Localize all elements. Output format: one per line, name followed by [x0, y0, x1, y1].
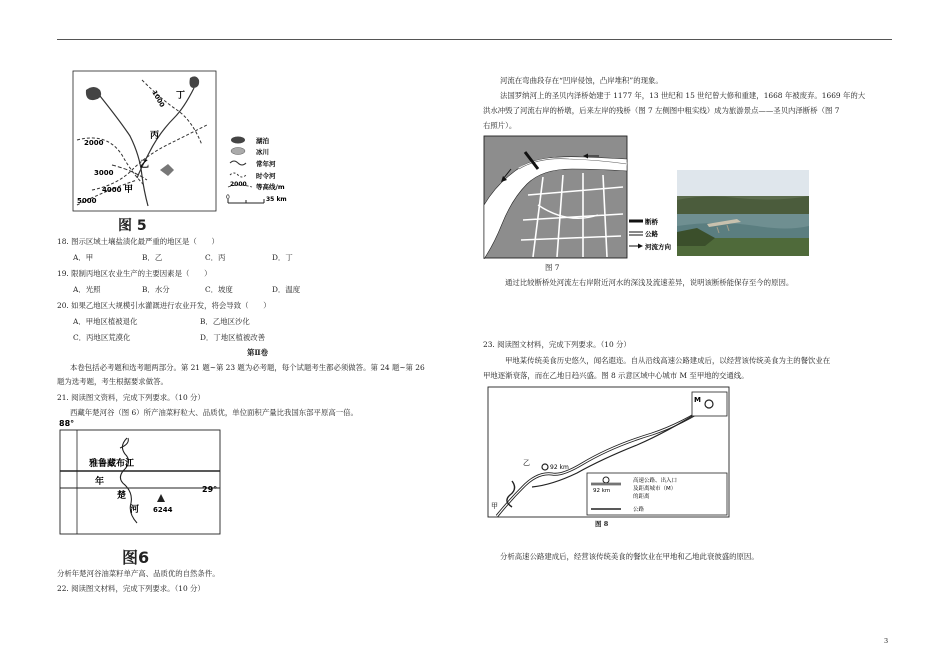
section-intro-line1: 本卷包括必考题和选考题两部分。第 21 题~第 23 题为必考题，每个试题考生都必须做答。第 24 题~第 26 — [70, 363, 425, 372]
legend-label: 冰川 — [256, 148, 269, 156]
figure-8-caption: 图 8 — [595, 520, 609, 528]
figure-5 — [72, 70, 217, 212]
section-intro-line2: 题为选考题，考生根据要求做答。 — [57, 377, 168, 386]
scale-dist: 35 km — [266, 196, 287, 203]
contour-label: 5000 — [77, 197, 97, 205]
q20-option-b: B．乙地区沙化 — [200, 317, 250, 326]
figure-7-caption: 图 7 — [545, 263, 560, 272]
q18-option-a: A．甲 — [73, 253, 94, 262]
figure-7-map — [483, 135, 628, 259]
interchange-icon — [705, 400, 713, 408]
q22-stem: 22. 阅读图文材料，完成下列要求。（10 分） — [57, 584, 205, 593]
q23-text-line2: 甲地逐渐衰落，而在乙地日趋兴盛。图 8 示意区域中心城市 M 至甲地的交通线。 — [483, 371, 749, 380]
q19-option-d: D．温度 — [272, 285, 301, 294]
legend-label: 常年河 — [256, 160, 276, 168]
place-yi: 乙 — [523, 459, 530, 467]
scale-zero: 0 — [226, 194, 230, 201]
legend-label: 高速公路、出入口 — [633, 478, 678, 484]
place-ding: 丁 — [176, 91, 186, 101]
q20-option-d: D．丁地区植被改善 — [200, 333, 266, 342]
river-nianchu-label-3: 河 — [130, 505, 140, 515]
legend-label: 的距离 — [633, 494, 650, 500]
q22-text-line2: 法国罗纳河上的圣贝内泽桥始建于 1177 年，13 世纪和 15 世纪曾大修和重建，1668 年被废弃。1669 年的大 — [500, 91, 866, 100]
q22-text-line3: 洪水冲毁了河流右岸的桥墩，后来左岸的残桥（图 7 左侧图中粗实线）成为旅游景点——圣贝内泽断桥（图 7 — [483, 106, 840, 115]
river-yarlung-label: 雅鲁藏布江 — [89, 459, 135, 469]
contour-label: 4000 — [102, 186, 122, 194]
q22-text-line4: 右照片）。 — [483, 121, 517, 130]
legend-label: 公路 — [645, 230, 658, 238]
q20-option-a: A．甲地区植被退化 — [73, 317, 138, 326]
contour-label: 2000 — [84, 139, 104, 147]
place-jia: 甲 — [491, 502, 498, 510]
q19-option-b: B．水分 — [142, 285, 170, 294]
place-bing: 丙 — [150, 131, 160, 141]
lake-icon — [231, 137, 245, 144]
place-m: M — [694, 396, 701, 404]
q19-option-a: A．光照 — [73, 285, 101, 294]
legend-label: 时令河 — [256, 172, 276, 180]
seasonal-river-icon — [230, 173, 246, 177]
figure-5-legend — [226, 133, 306, 213]
q20-stem: 20. 如果乙地区大规模引水灌溉进行农业开发，将会导致（ ） — [57, 301, 271, 310]
legend-label: 及距离城市（M） — [633, 486, 677, 492]
q23-stem: 23. 阅读图文材料，完成下列要求。（10 分） — [483, 340, 631, 349]
glacier-icon — [231, 148, 245, 155]
header-rule — [57, 39, 892, 40]
place-jia: 甲 — [124, 185, 134, 195]
latitude-label: 29° — [202, 485, 218, 494]
q21-text: 西藏年楚河谷（图 6）所产油菜籽粒大、品质优，单位面积产量比我国东部平原高一倍。 — [70, 408, 358, 417]
q21-stem: 21. 阅读图文资料，完成下列要求。（10 分） — [57, 393, 205, 402]
section-title: 第Ⅱ卷 — [247, 348, 269, 357]
q21-ask: 分析年楚河谷油菜籽单产高、品质优的自然条件。 — [57, 569, 220, 578]
legend-label: 公路 — [633, 507, 645, 513]
bridge-photo — [677, 170, 809, 256]
legend-label: 湖泊 — [256, 137, 269, 145]
q18-option-b: B．乙 — [142, 253, 163, 262]
longitude-label: 88° — [59, 419, 75, 428]
river-nianchu-label-2: 楚 — [117, 491, 127, 501]
place-yi: 乙 — [140, 160, 150, 170]
river-nianchu-label-1: 年 — [95, 477, 105, 487]
q18-option-d: D．丁 — [272, 253, 293, 262]
legend-label: 断桥 — [645, 218, 658, 226]
interchange-icon — [542, 464, 548, 470]
q23-ask: 分析高速公路建成后，经营该传统美食的餐饮业在甲地和乙地此衰彼盛的原因。 — [500, 552, 759, 561]
q18-option-c: C．丙 — [205, 253, 226, 262]
contour-label: 3000 — [94, 169, 114, 177]
q22-text-line1: 河流在弯曲段存在“凹岸侵蚀，凸岸堆积”的现象。 — [500, 76, 663, 85]
q23-text-line1: 甲地某传统美食历史悠久，闻名遐迩。自从沿线高速公路建成后，以经营该传统美食为主的餐饮业在 — [505, 356, 831, 365]
page-number: 3 — [884, 637, 889, 645]
q18-stem: 18. 图示区域土壤盐渍化最严重的地区是（ ） — [57, 237, 219, 246]
legend-label: 等高线/m — [256, 183, 285, 191]
figure-6-caption: 图6 — [122, 548, 150, 567]
legend-expressway-distance: 92 km — [593, 488, 611, 494]
contour-label: 1000 — [150, 89, 167, 109]
figure-8 — [487, 386, 730, 520]
contour-value: 2000 — [230, 181, 247, 188]
figure-7-legend — [629, 215, 679, 257]
figure-6 — [57, 418, 222, 538]
interchange-distance: 92 km — [550, 464, 569, 471]
legend-label: 河流方向 — [645, 243, 671, 251]
q22-ask: 通过比较断桥处河流左右岸附近河水的深浅及流速差异，说明该断桥能保存至今的原因。 — [505, 278, 794, 287]
peak-elevation: 6244 — [153, 506, 173, 514]
q19-stem: 19. 限制丙地区农业生产的主要因素是（ ） — [57, 269, 212, 278]
q20-option-c: C．丙地区荒漠化 — [73, 333, 131, 342]
expressway-icon — [603, 477, 609, 483]
q19-option-c: C．坡度 — [205, 285, 233, 294]
figure-5-caption: 图 5 — [118, 218, 147, 234]
perennial-river-icon — [230, 161, 246, 165]
